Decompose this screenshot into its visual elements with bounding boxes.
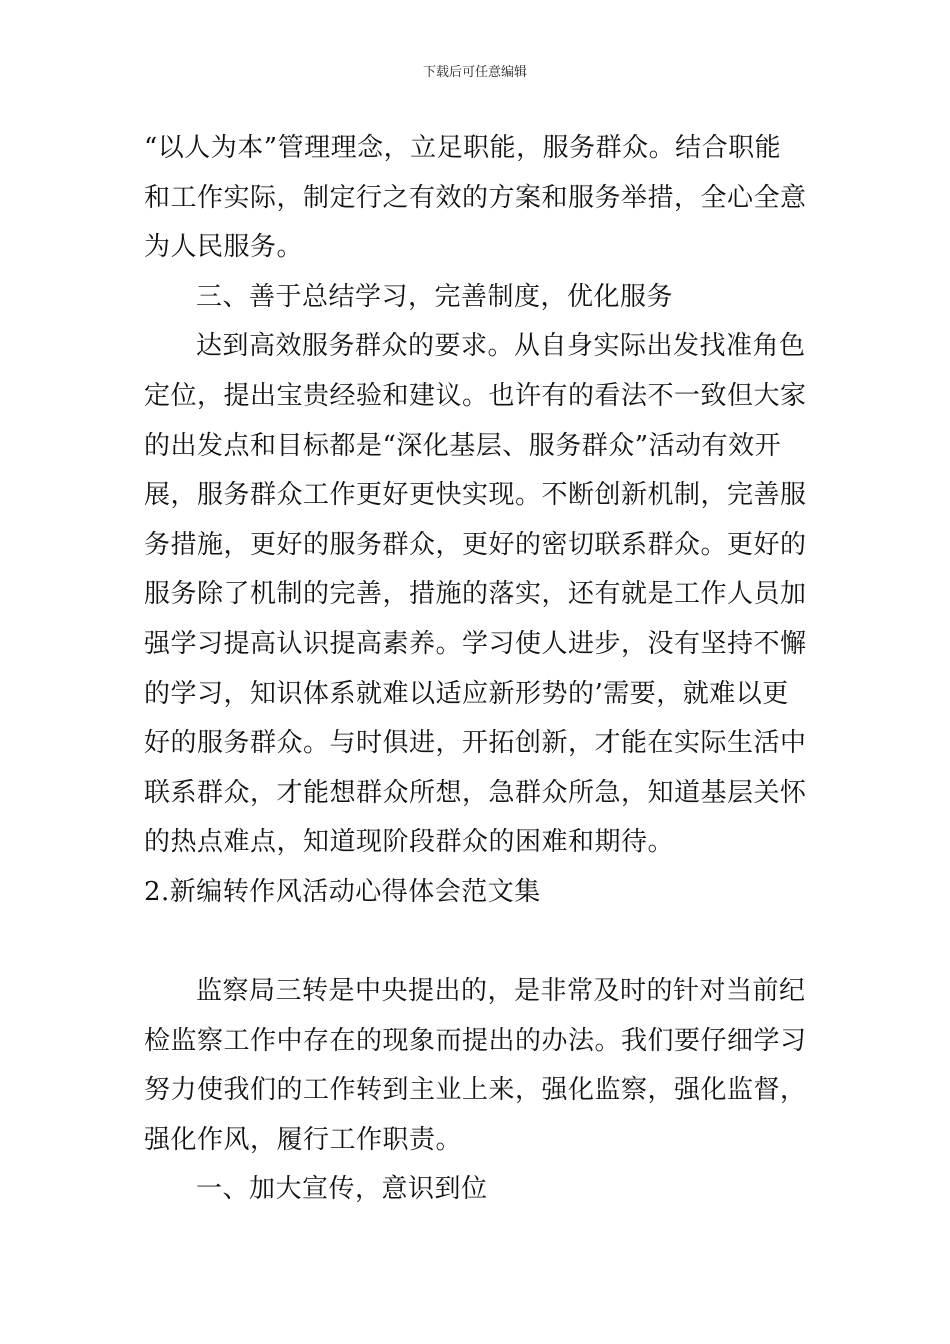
document-body — [144, 124, 808, 1215]
text-line: 的热点难点，知道现阶段群众的困难和期待。 — [144, 827, 675, 858]
blank-line — [144, 918, 808, 968]
text-line: 服务除了机制的完善，措施的落实，还有就是工作人员加 — [144, 579, 807, 610]
text-line: 检监察工作中存在的现象而提出的办法。我们要仔细学习 — [144, 1025, 807, 1056]
text-line: “以人为本”管理理念，立足职能，服务群众。结合职能 — [144, 133, 782, 163]
text-line: 的学习，知识体系就难以适应新形势的’需要，就难以更 — [144, 678, 789, 709]
paragraph-start: 监察局三转是中央提出的，是非常及时的针对当前纪 — [196, 976, 806, 1007]
page-header: 下载后可任意编辑 — [422, 65, 527, 80]
section-heading: 一、加大宣传，意识到位 — [196, 1174, 488, 1205]
text-line: 和工作实际，制定行之有效的方案和服务举措，全心全意 — [144, 182, 807, 213]
text-line: 定位，提出宝贵经验和建议。也许有的看法不一致但大家 — [144, 380, 807, 411]
text-line: 为人民服务。 — [144, 232, 304, 263]
paragraph-start: 达到高效服务群众的要求。从自身实际出发找准角色 — [196, 331, 806, 362]
text-line: 强化作风，履行工作职责。 — [144, 1124, 463, 1155]
text-line: 强学习提高认识提高素养。学习使人进步，没有坚持不懈 — [144, 628, 807, 659]
section-heading: 三、善于总结学习，完善制度，优化服务 — [196, 281, 674, 312]
article-title: 2.新编转作风活动心得体会范文集 — [144, 876, 541, 907]
text-line: 务措施，更好的服务群众，更好的密切联系群众。更好的 — [144, 529, 807, 560]
text-line: 展，服务群众工作更好更快实现。不断创新机制，完善服 — [144, 480, 807, 511]
text-line: 好的服务群众。与时俱进，开拓创新，才能在实际生活中 — [144, 728, 807, 759]
text-line: 努力使我们的工作转到主业上来，强化监察，强化监督， — [144, 1075, 807, 1106]
text-line: 的出发点和目标都是“深化基层、服务群众”活动有效开 — [144, 430, 782, 461]
text-line: 联系群众，才能想群众所想，急群众所急，知道基层关怀 — [144, 777, 807, 808]
